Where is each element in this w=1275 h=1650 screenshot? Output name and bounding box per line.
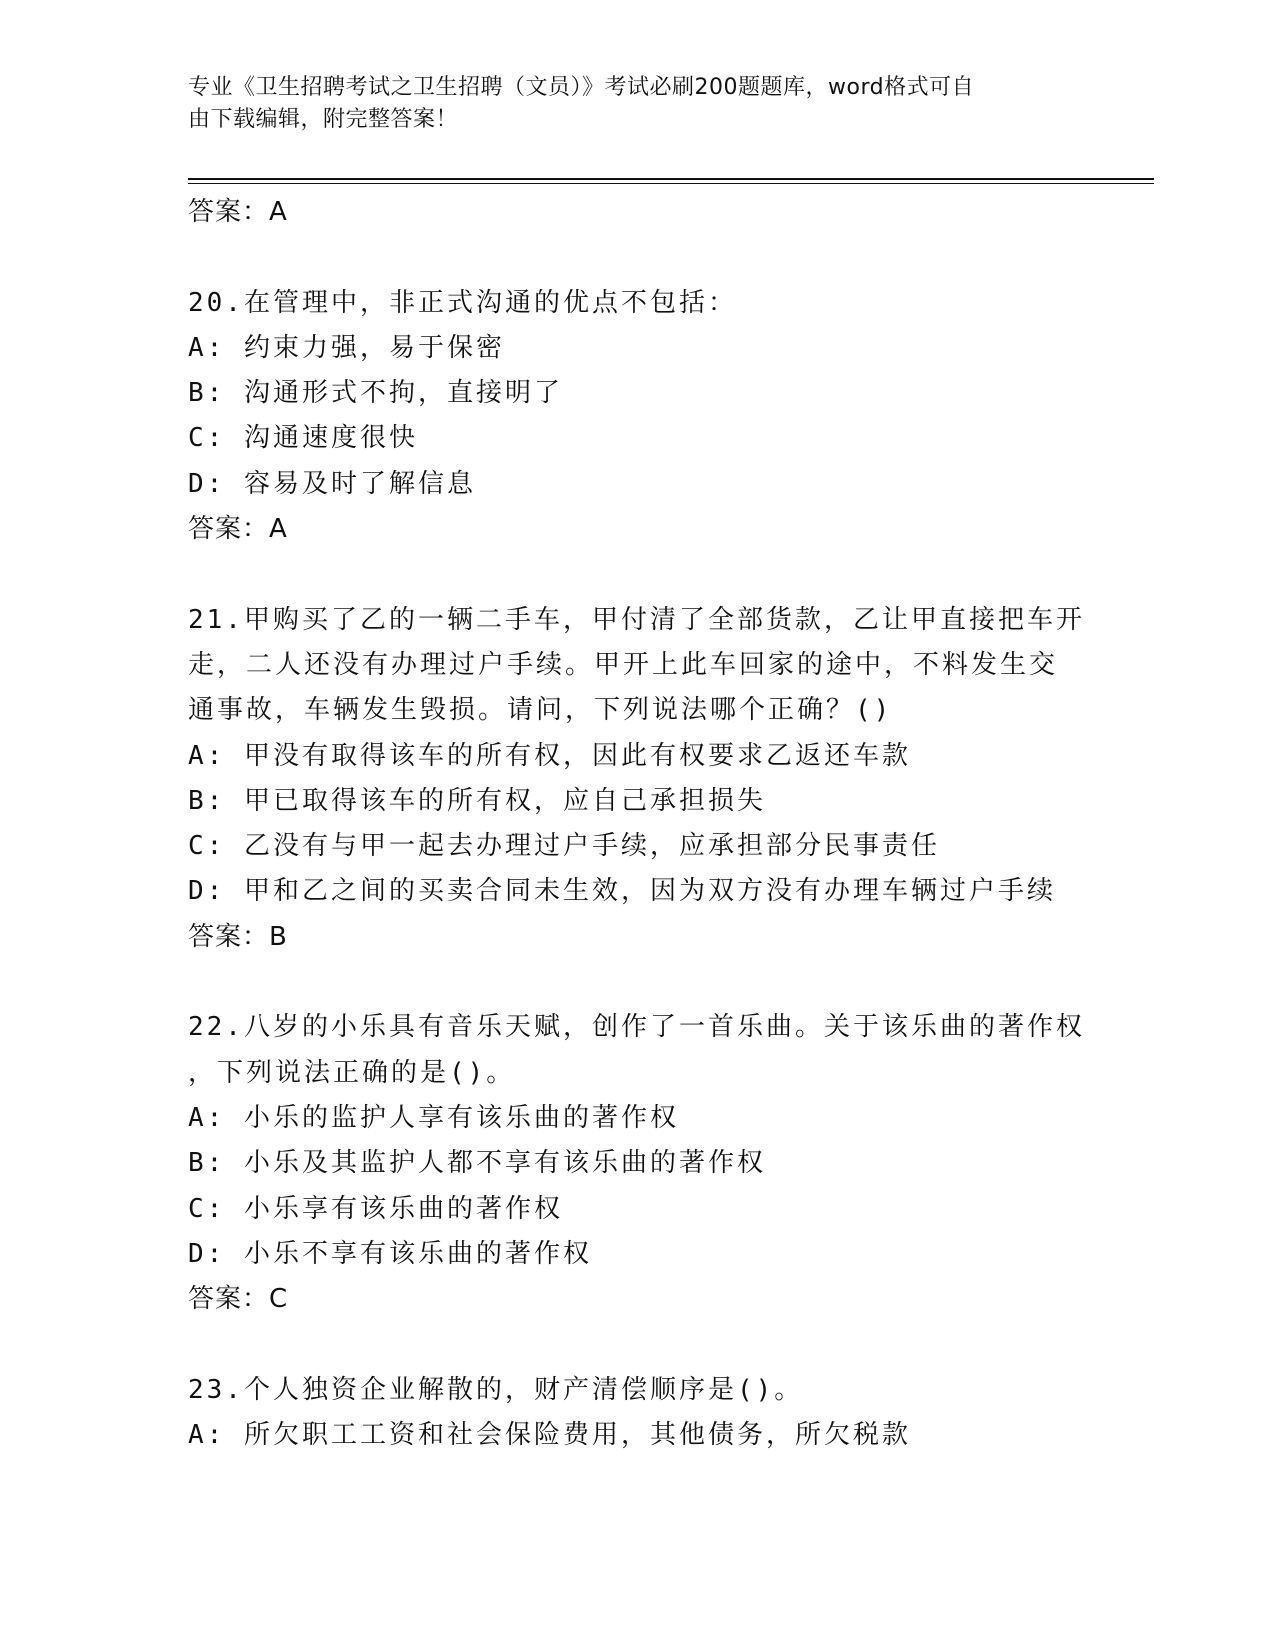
spacer bbox=[188, 235, 1088, 280]
option-b: B: 沟通形式不拘，直接明了 bbox=[188, 378, 563, 409]
question-block bbox=[188, 598, 1088, 960]
spacer bbox=[188, 960, 1088, 1005]
question-text: 23.个人独资企业解散的，财产清偿顺序是()。 bbox=[188, 1374, 804, 1405]
question-block bbox=[188, 1005, 1088, 1322]
question-text: 通事故，车辆发生毁损。请问，下列说法哪个正确？() bbox=[188, 695, 893, 726]
header-line-2: 由下载编辑，附完整答案！ bbox=[188, 107, 459, 132]
question-block bbox=[188, 281, 1088, 553]
answer-line: 答案：A bbox=[188, 197, 288, 227]
spacer bbox=[188, 1322, 1088, 1367]
header-line-1: 专业《卫生招聘考试之卫生招聘（文员）》考试必刷200题题库，word格式可自 bbox=[188, 75, 975, 100]
option-a: A: 小乐的监护人享有该乐曲的著作权 bbox=[188, 1102, 679, 1133]
question-text: 20.在管理中，非正式沟通的优点不包括： bbox=[188, 287, 737, 318]
option-a: A: 甲没有取得该车的所有权，因此有权要求乙返还车款 bbox=[188, 740, 911, 771]
option-c: C: 沟通速度很快 bbox=[188, 423, 418, 454]
option-d: D: 容易及时了解信息 bbox=[188, 468, 476, 499]
answer-line: 答案：C bbox=[188, 1284, 289, 1315]
option-d: D: 甲和乙之间的买卖合同未生效，因为双方没有办理车辆过户手续 bbox=[188, 876, 1056, 907]
question-block bbox=[188, 1368, 1088, 1459]
header-divider-thin bbox=[188, 183, 1154, 184]
answer-line: 答案：A bbox=[188, 514, 288, 545]
page-header bbox=[188, 72, 1068, 136]
question-text: 22.八岁的小乐具有音乐天赋，创作了一首乐曲。关于该乐曲的著作权 bbox=[188, 1012, 1085, 1043]
question-text: 21.甲购买了乙的一辆二手车，甲付清了全部货款，乙让甲直接把车开 bbox=[188, 604, 1085, 635]
question-text: 走，二人还没有办理过户手续。甲开上此车回家的途中，不料发生交 bbox=[188, 649, 1059, 680]
option-c: C: 小乐享有该乐曲的著作权 bbox=[188, 1193, 563, 1224]
question-text: ，下列说法正确的是()。 bbox=[188, 1057, 516, 1088]
spacer bbox=[188, 552, 1088, 597]
header-divider-thick bbox=[188, 178, 1154, 180]
document-body bbox=[188, 190, 1088, 1458]
option-b: B: 甲已取得该车的所有权，应自己承担损失 bbox=[188, 785, 766, 816]
option-a: A: 约束力强，易于保密 bbox=[188, 332, 505, 363]
answer-line: 答案：B bbox=[188, 921, 288, 952]
option-a: A: 所欠职工工资和社会保险费用，其他债务，所欠税款 bbox=[188, 1420, 911, 1451]
option-b: B: 小乐及其监护人都不享有该乐曲的著作权 bbox=[188, 1148, 766, 1179]
option-d: D: 小乐不享有该乐曲的著作权 bbox=[188, 1238, 592, 1269]
option-c: C: 乙没有与甲一起去办理过户手续，应承担部分民事责任 bbox=[188, 831, 940, 862]
